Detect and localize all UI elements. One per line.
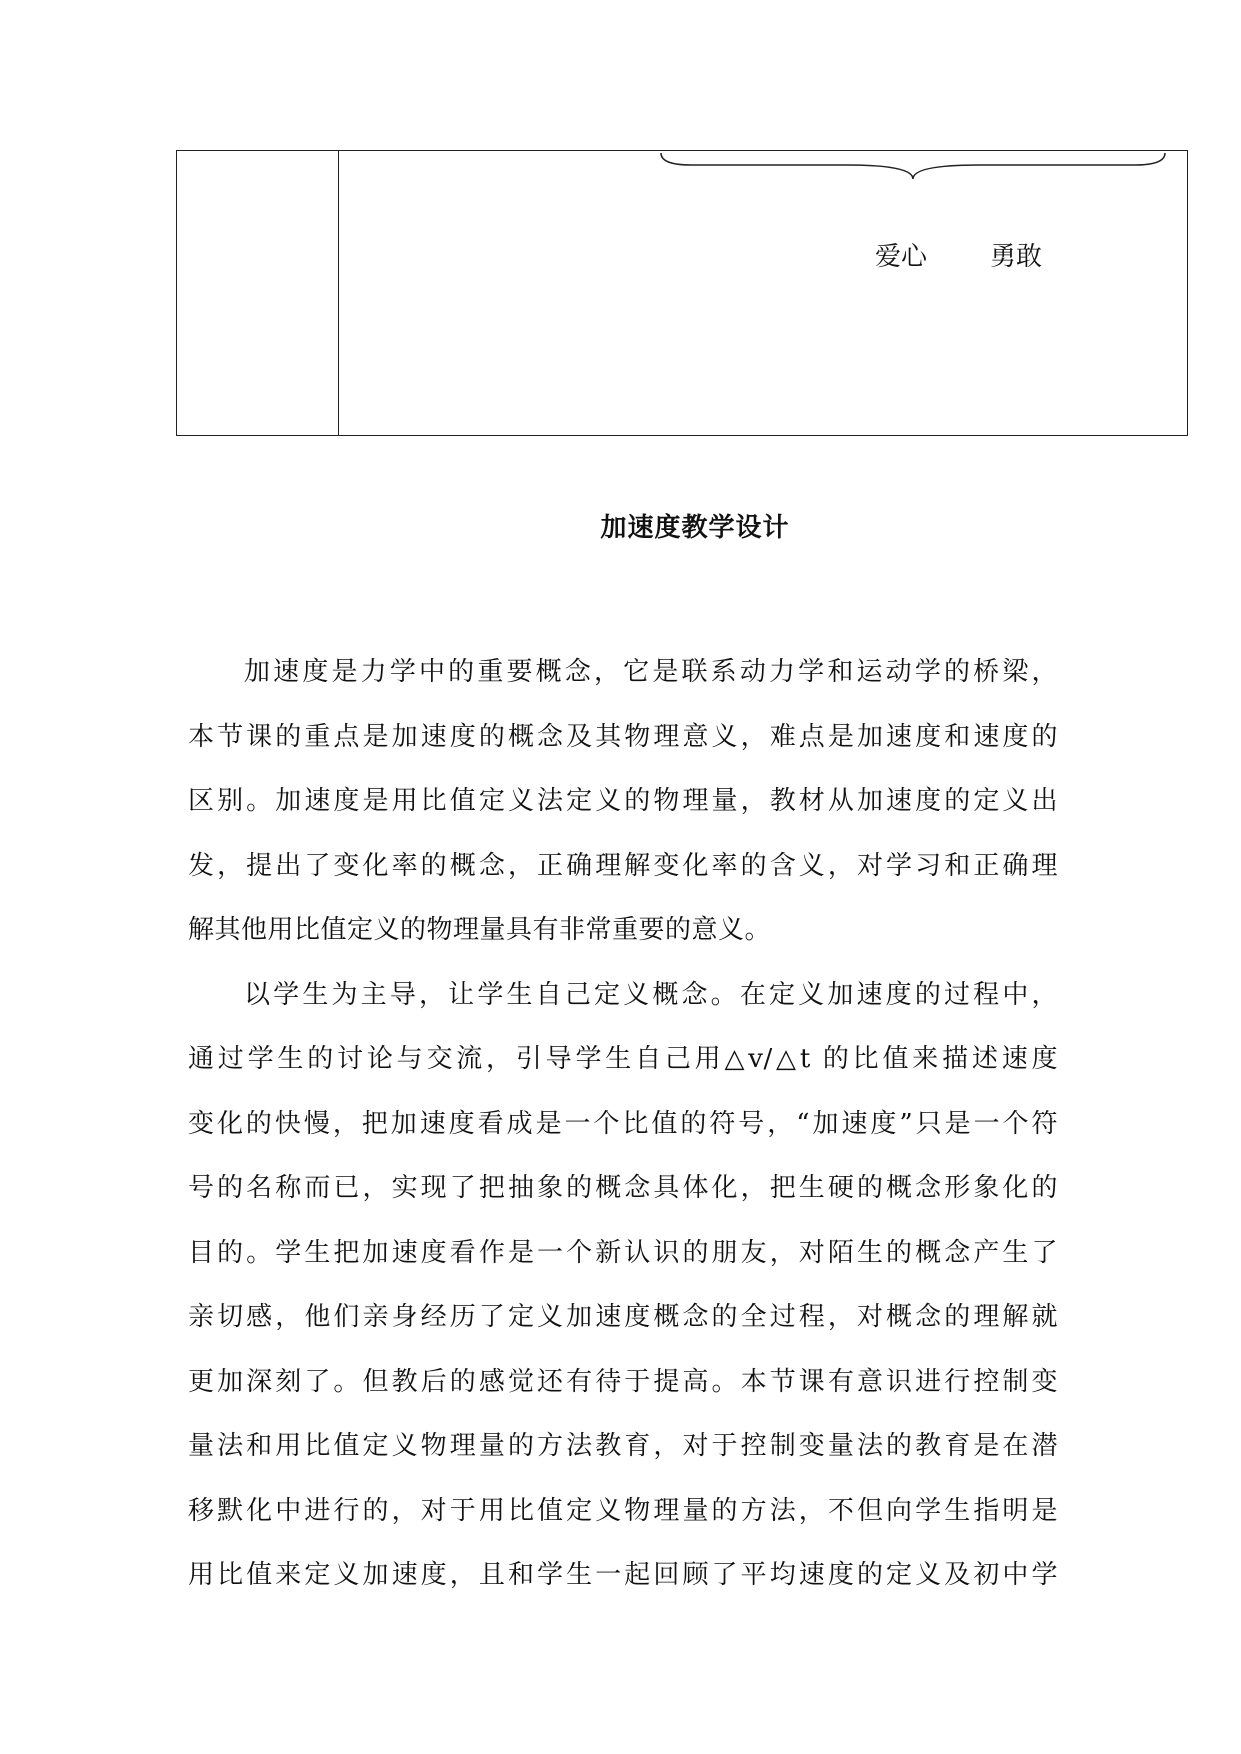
paragraph-line: 变化的快慢，把加速度看成是一个比值的符号，“加速度”只是一个符 xyxy=(188,1108,1058,1139)
word-brave: 勇敢 xyxy=(990,242,1043,272)
paragraph-line: 通过学生的讨论与交流，引导学生自己用△v/△t 的比值来描述速度 xyxy=(188,1044,1058,1074)
document-title: 加速度教学设计 xyxy=(600,513,790,543)
paragraph-line: 加速度是力学中的重要概念，它是联系动力学和运动学的桥梁， xyxy=(244,657,1058,687)
paragraph-line: 以学生为主导，让学生自己定义概念。在定义加速度的过程中， xyxy=(244,979,1058,1010)
brace-words xyxy=(339,237,1187,277)
summary-table xyxy=(176,150,1188,436)
document-body xyxy=(188,652,1058,1620)
paragraph-line: 区别。加速度是用比值定义法定义的物理量，教材从加速度的定义出 xyxy=(188,786,1058,816)
table-left-cell xyxy=(177,151,339,435)
word-love: 爱心 xyxy=(875,242,928,272)
paragraph-line: 用比值来定义加速度，且和学生一起回顾了平均速度的定义及初中学 xyxy=(188,1560,1058,1590)
paragraph-line: 目的。学生把加速度看作是一个新认识的朋友，对陌生的概念产生了 xyxy=(188,1237,1058,1268)
paragraph-line: 解其他用比值定义的物理量具有非常重要的意义。 xyxy=(188,915,772,945)
paragraph-line: 移默化中进行的，对于用比值定义物理量的方法，不但向学生指明是 xyxy=(188,1495,1058,1526)
paragraph-line: 发，提出了变化率的概念，正确理解变化率的含义，对学习和正确理 xyxy=(188,850,1058,881)
paragraph-line: 本节课的重点是加速度的概念及其物理意义，难点是加速度和速度的 xyxy=(188,721,1058,752)
table-right-cell xyxy=(339,151,1187,435)
curly-brace-icon xyxy=(339,151,1187,191)
paragraph-line: 亲切感，他们亲身经历了定义加速度概念的全过程，对概念的理解就 xyxy=(188,1302,1058,1332)
paragraph-line: 量法和用比值定义物理量的方法教育，对于控制变量法的教育是在潜 xyxy=(188,1431,1058,1461)
paragraph-line: 更加深刻了。但教后的感觉还有待于提高。本节课有意识进行控制变 xyxy=(188,1366,1058,1397)
paragraph-line: 号的名称而已，实现了把抽象的概念具体化，把生硬的概念形象化的 xyxy=(188,1173,1058,1203)
